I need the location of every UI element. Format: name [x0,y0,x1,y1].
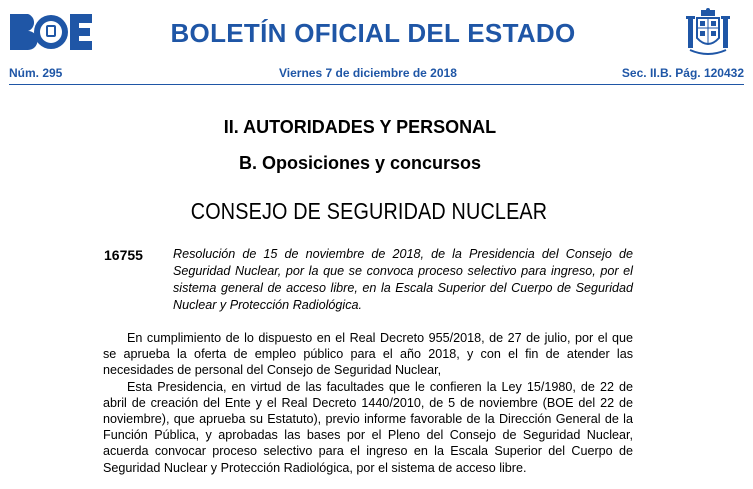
body-paragraph: Esta Presidencia, en virtud de las facultades que le confieren la Ley 15/1980, de 22 de abril de creación del Ente y el Real Decreto 1440/2010, de 5 de noviembre (BOE del 22 de noviembre), que aprueba su Estatuto), previo informe favorable de la Dirección General de la Función Pública, y aprobadas las bases por el Pleno del Consejo de Seguridad Nuclear, acuerda convocar proceso selectivo para el ingreso en la Escala Superior del Cuerpo de Seguridad Nuclear y Protección Radiológica, por el sistema de acceso libre. [103,379,633,475]
coat-of-arms-icon [686,8,730,56]
provision-summary: Resolución de 15 de noviembre de 2018, de la Presidencia del Consejo de Seguridad Nuclear, por la que se convoca proceso selectivo para ingreso, por el sistema general de acceso libre, en la Escala Superior del Cuerpo de Seguridad Nuclear y Protección Radiológica. [173,247,633,312]
provision-number: 16755 [104,247,143,263]
provision-body [103,330,633,476]
body-paragraph: En cumplimiento de lo dispuesto en el Real Decreto 955/2018, de 27 de julio, por el que se aprueba la oferta de empleo público para el año 2018, y con el fin de atender las necesidades de personal del Consejo de Seguridad Nuclear, [103,331,633,378]
section-heading: II. AUTORIDADES Y PERSONAL [223,117,497,137]
issue-date: Viernes 7 de diciembre de 2018 [279,66,457,80]
issue-number: Núm. 295 [9,66,63,80]
gazette-title: BOLETÍN OFICIAL DEL ESTADO [170,18,576,48]
issue-info-bar [9,66,744,82]
section-subheading: B. Oposiciones y concursos [238,153,482,173]
organization-title: CONSEJO DE SEGURIDAD NUCLEAR [190,198,548,224]
header-divider [9,84,744,85]
section-page: Sec. II.B. Pág. 120432 [621,66,744,80]
boe-logo [10,14,92,50]
